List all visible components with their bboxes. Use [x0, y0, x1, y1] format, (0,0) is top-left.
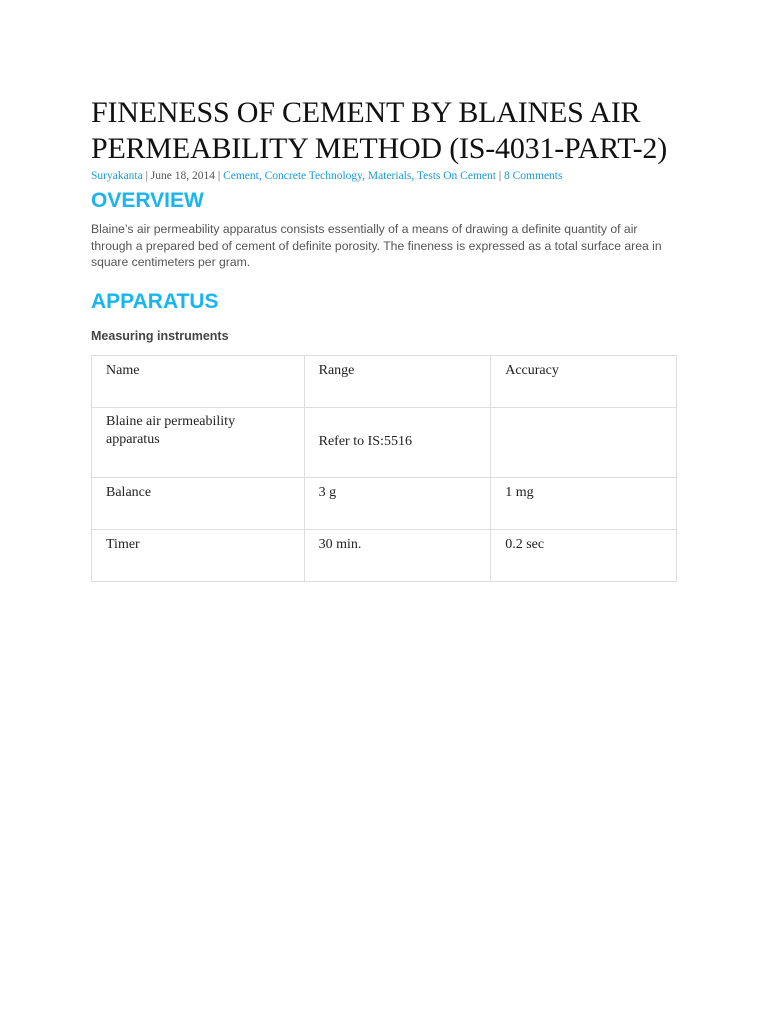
table-row	[92, 529, 677, 581]
category-link-materials[interactable]: Materials	[367, 170, 412, 182]
instruments-table	[91, 355, 677, 582]
category-link-tests-on-cement[interactable]: Tests On Cement	[416, 170, 496, 182]
category-link-cement[interactable]: Cement	[223, 170, 259, 182]
category-link-concrete-technology[interactable]: Concrete Technology	[264, 170, 363, 182]
overview-heading: OVERVIEW	[91, 189, 204, 212]
table-row	[92, 477, 677, 529]
table-cell: 30 min.	[304, 529, 491, 581]
comments-link[interactable]: 8 Comments	[504, 170, 563, 182]
table-cell: Balance	[92, 477, 305, 529]
table-cell: Blaine air permeability apparatus	[92, 407, 305, 477]
table-cell: Refer to IS:5516	[304, 407, 491, 477]
post-date: June 18, 2014	[150, 170, 216, 182]
article-title: FINENESS OF CEMENT BY BLAINES AIR PERMEABILITY METHOD (IS-4031-PART-2)	[91, 96, 667, 165]
article	[91, 95, 677, 582]
table-header-cell: Accuracy	[491, 355, 677, 407]
table-header-cell: Range	[304, 355, 491, 407]
table-cell: 1 mg	[491, 477, 677, 529]
measuring-instruments-subheading: Measuring instruments	[91, 328, 229, 343]
meta-separator: |	[145, 170, 148, 182]
table-cell	[491, 407, 677, 477]
author-link[interactable]: Suryakanta	[91, 170, 143, 182]
apparatus-heading: APPARATUS	[91, 289, 219, 313]
meta-separator: |	[217, 170, 221, 182]
table-row	[92, 407, 677, 477]
table-cell: 3 g	[304, 477, 491, 529]
table-cell: Timer	[92, 529, 305, 581]
post-meta: Suryakanta | June 18, 2014 | Cement, Concrete Technology, Materials, Tests On Cement | 8 Comments	[91, 170, 563, 182]
overview-paragraph: Blaine’s air permeability apparatus consists essentially of a means of drawing a definite quantity of air through a prepared bed of cement of definite porosity. The fineness is expressed as a total surface area in square centimeters per gram.	[91, 222, 662, 269]
table-cell: 0.2 sec	[491, 529, 677, 581]
table-header-cell: Name	[92, 355, 305, 407]
table-header-row	[92, 355, 677, 407]
meta-separator: |	[498, 170, 502, 182]
